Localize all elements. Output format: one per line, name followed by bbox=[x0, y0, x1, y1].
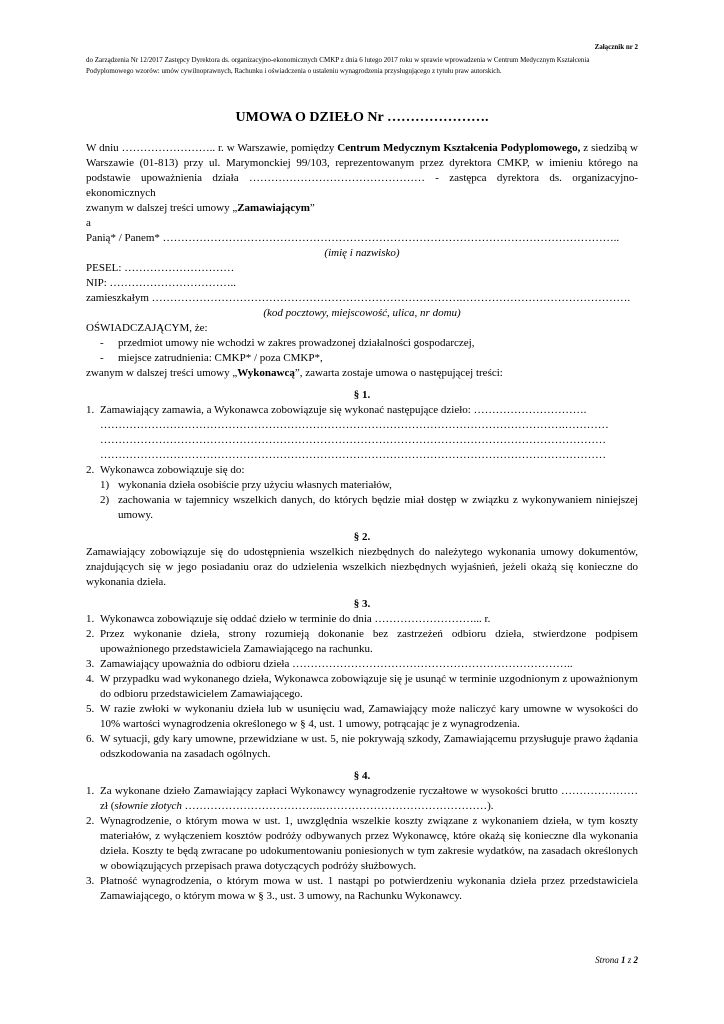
section-1-heading: § 1. bbox=[353, 389, 371, 401]
section-1-dots: ………………………………………………………………………………………………………………………… bbox=[100, 434, 606, 446]
address-line: zamieszkałym ………………………………………………………………………….………………………………………. bbox=[86, 292, 631, 304]
section-3-item: 6. W sytuacji, gdy kary umowne, przewidziane w ust. 5, nie pokrywają szkody, Zamawiającemu przysługuje prawo żądania odszkodowania na zasadach ogólnych. bbox=[86, 733, 638, 760]
section-4-item: 3. Płatność wynagrodzenia, o którym mowa w ust. 1 nastąpi po potwierdzeniu wykonania dzieła przez przedstawiciela Zamawiającego, o którym mowa w § 3., ust. 3 umowy, na Rachunku Wykonawcy. bbox=[86, 875, 638, 902]
section-3-item: 5. W razie zwłoki w wykonaniu dzieła lub w usunięciu wad, Zamawiający może naliczyć kary umowne w wysokości do 10% wartości wynagrodzenia określonego w § 4, ust. 1 umowy, potrącając je z wynagrodzenia. bbox=[86, 703, 638, 730]
name-line: Panią* / Panem* …………………………………………………………………………………………………………….. bbox=[86, 232, 620, 244]
page-number: Strona 1 z 2 bbox=[595, 955, 638, 965]
name-hint: (imię i nazwisko) bbox=[324, 247, 400, 259]
and-line: a bbox=[86, 217, 91, 229]
section-3-item: 3. Zamawiający upoważnia do odbioru dzieła ………………………………………………………………….. bbox=[86, 658, 573, 670]
address-hint: (kod pocztowy, miejscowość, ulica, nr domu) bbox=[263, 307, 461, 319]
section-1-subitem: 1) wykonania dzieła osobiście przy użyciu własnych materiałów, bbox=[100, 479, 392, 491]
section-1-subitem: 2) zachowania w tajemnicy wszelkich danych, do których będzie miał dostęp w związku z wykonywaniem niniejszej umowy. bbox=[100, 494, 638, 521]
pesel-line: PESEL: ………………………… bbox=[86, 262, 235, 274]
section-1-dots: ………………………………………………………………………………………………………………………… bbox=[100, 449, 606, 461]
document-body bbox=[86, 141, 638, 904]
declaration-item: - przedmiot umowy nie wchodzi w zakres prowadzonej działalności gospodarczej, bbox=[100, 337, 475, 349]
section-3-item: 4. W przypadku wad wykonanego dzieła, Wykonawca zobowiązuje się je usunąć w terminie uzgodnionym z upoważnionym do odbioru przedstawicielem Zamawiającego. bbox=[86, 673, 638, 700]
section-2-text: Zamawiający zobowiązuje się do udostępnienia wszelkich niezbędnych do należytego wykonania umowy dokumentów, znajdujących się w jego posiadaniu oraz do udzielenia wszelkich niezbędnych wyjaśnień, jeżeli okażą się konieczne do wykonania dzieła. bbox=[86, 546, 638, 588]
section-3-heading: § 3. bbox=[353, 598, 371, 610]
section-3-item: 1. Wykonawca zobowiązuje się oddać dzieło w terminie do dnia ………………………... r. bbox=[86, 613, 491, 625]
section-4-item: 2. Wynagrodzenie, o którym mowa w ust. 1, uwzględnia wszelkie koszty związane z wykonaniem dzieła, w tym koszty materiałów, z wyłączeniem kosztów podróży odbywanych przez Wykonawcę, które okażą się konieczne dla wykonania dzieła. Koszty te będą zwracane po udokumentowaniu poniesionych w tym zakresie wydatków, na zasadach określonych w obowiązujących przepisach prawa dotyczących podróży służbowych. bbox=[86, 815, 638, 872]
wykonawca-line: zwanym w dalszej treści umowy „Wykonawcą”, zawarta zostaje umowa o następującej treści: bbox=[86, 367, 503, 379]
section-4-heading: § 4. bbox=[353, 770, 371, 782]
section-1-dots: ……………………………………………………………………………………………………………….………… bbox=[100, 419, 609, 431]
zamawiajacy-line: zwanym w dalszej treści umowy „Zamawiającym” bbox=[86, 202, 315, 214]
attachment-title: Załącznik nr 2 bbox=[594, 43, 638, 51]
section-2-heading: § 2. bbox=[353, 531, 371, 543]
attachment-text: do Zarządzenia Nr 12/2017 Zastępcy Dyrektora ds. organizacyjno-ekonomicznych CMKP z dnia 6 lutego 2017 roku w sprawie wprowadzenia w Centrum Medycznym Kształcenia Podyplomowego wzorów: umów cywilnoprawnych, Rachunku i oświadczenia o ustaleniu wynagrodzenia przysługującego z tytułu praw autorskich. bbox=[86, 56, 590, 75]
section-1-item: 2. Wykonawca zobowiązuje się do: bbox=[86, 464, 245, 476]
intro-parties: W dniu …………………….. r. w Warszawie, pomiędzy Centrum Medycznym Kształcenia Podyplomowego, z siedzibą w Warszawie (01-813) przy ul. Marymonckiej 99/103, reprezentowanym przez dyrektora CMKP, w imieniu którego na podstawie upoważnienia działa ………………………………………… - zastępca dyrektora ds. organizacyjno-ekonomicznych bbox=[86, 142, 638, 199]
section-3-item: 2. Przez wykonanie dzieła, strony rozumieją dokonanie bez zastrzeżeń odbioru dzieła, stwierdzone podpisem upoważnionego przedstawiciela Zamawiającego na rachunku. bbox=[86, 628, 638, 655]
document-title: UMOWA O DZIEŁO Nr …………………. bbox=[235, 110, 489, 125]
declaring-line: OŚWIADCZAJĄCYM, że: bbox=[86, 322, 208, 334]
declaration-item: - miejsce zatrudnienia: CMKP* / poza CMKP*, bbox=[100, 352, 323, 364]
section-4-item: 1. Za wykonane dzieło Zamawiający zapłaci Wykonawcy wynagrodzenie ryczałtowe w wysokości brutto ………………… zł (słownie złotych ………………………………..………………………………………). bbox=[86, 785, 638, 812]
nip-line: NIP: …………………………….. bbox=[86, 277, 237, 289]
section-1-item: 1. Zamawiający zamawia, a Wykonawca zobowiązuje się wykonać następujące dzieło: …………………………. bbox=[86, 404, 587, 416]
